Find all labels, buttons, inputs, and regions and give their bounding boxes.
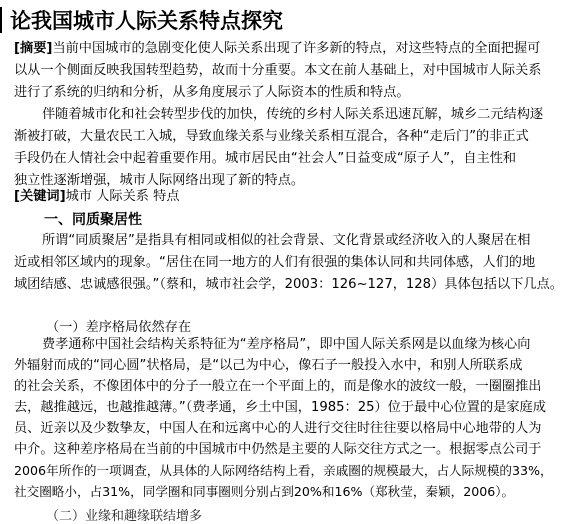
section-heading: 一、同质聚居性: [44, 212, 142, 228]
text-cursor: [0, 7, 2, 33]
intro-line-1: 伴随着城市化和社会转型步伐的加快，传统的乡村人际关系迅速瓦解，城乡二元结构逐: [42, 107, 544, 122]
section1-line-2: 近或相邻区域内的现象。“居住在同一地方的人们有很强的集体认同和共同体感，人们的地: [14, 255, 536, 270]
subsection1-line-6: 中介。这种差序格局在当前的中国城市中仍然是主要的人际交往方式之一。根据零点公司于: [14, 442, 542, 457]
title-row: [0, 1, 579, 37]
subsection1-line-2: 外辐射而成的“同心圆”状格局，是“以己为中心，像石子一般投入水中，和别人所联系成: [14, 358, 523, 373]
keywords-label: [关键词]: [14, 189, 66, 204]
abstract-line-1: [摘要]当前中国城市的急剧变化使人际关系出现了许多新的特点，对这些特点的全面把握可: [14, 41, 541, 56]
intro-line-3: 手段仍在人情社会中起着重要作用。城市居民由“社会人”日益变成“原子人”，自主性和: [14, 151, 517, 166]
section1-line-3: 域团结感、忠诚感很强。”（蔡和，城市社会学，2003：126~127，128）具体包括以下几点。: [14, 277, 563, 292]
subsection1-line-3: 的社会关系，不像团体中的分子一般立在一个平面上的，而是像水的波纹一般，一圈圈推出: [14, 379, 542, 394]
abstract-label: [摘要]: [14, 41, 53, 56]
next-subsection-heading: （二）业缘和趣缘联结增多: [46, 509, 203, 524]
subsection1-line-1: 费孝通称中国社会结构关系特征为“差序格局”，即中国人际关系网是以血缘为核心向: [42, 337, 531, 352]
subsection1-line-4: 去，越推越远，也越推越薄。”（费孝通，乡土中国，1985：25）位于最中心位置的是家庭成: [14, 400, 546, 415]
intro-line-4: 独立性逐渐增强，城市人际网络出现了新的特点。: [14, 173, 305, 188]
subsection1-line-5: 员、近亲以及少数挚友，中国人在和远离中心的人进行交往时往往要以格局中心地带的人为: [14, 421, 542, 436]
abstract-line-3: 进行了系统的归纳和分析，从多角度展示了人际资本的性质和特点。: [14, 85, 410, 100]
page-title: 论我国城市人际关系特点探究: [10, 9, 283, 33]
section1-line-1: 所谓“同质聚居”是指具有相同或相似的社会背景、文化背景或经济收入的人聚居在相: [42, 233, 531, 248]
subsection1-line-7: 2006年所作的一项调查，从具体的人际网络结构上看，亲戚圈的规模最大，占人际规模的33%，: [14, 463, 553, 478]
abstract-line-2: 以从一个侧面反映我国转型趋势，故而十分重要。本文在前人基础上，对中国城市人际关系: [14, 63, 542, 78]
keywords-text: 城市 人际关系 特点: [65, 189, 180, 204]
subsection1-line-8: 社交圈略小，占31%，同学圈和同事圈则分别占到20%和16%（郑秋莹，秦颖，2006）。: [14, 484, 515, 499]
subsection-heading: （一）差序格局依然存在: [46, 320, 192, 335]
intro-line-2: 渐被打破，大量农民工入城，导致血缘关系与业缘关系相互混合，各种“走后门”的非正式: [14, 129, 529, 144]
